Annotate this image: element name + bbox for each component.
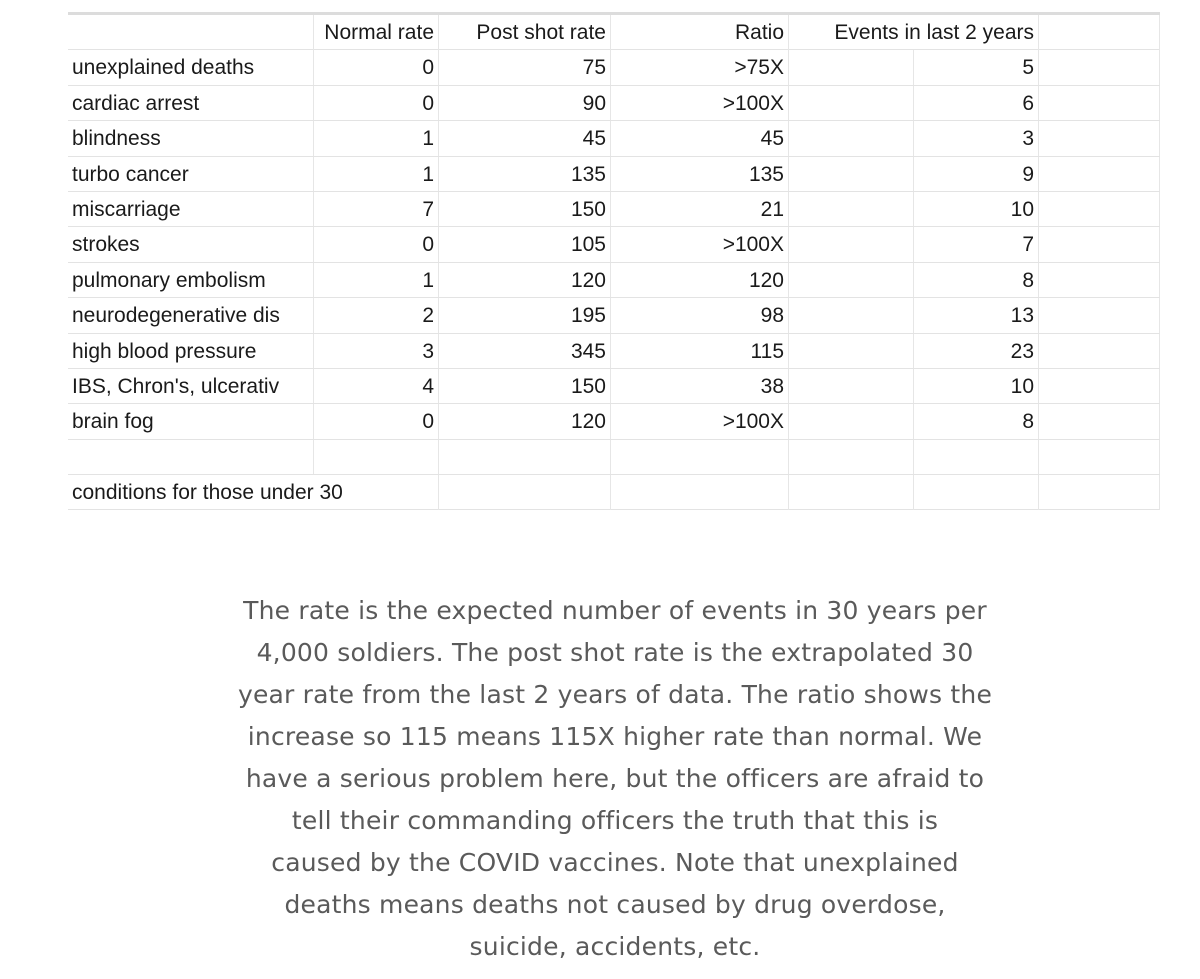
normal-rate-cell[interactable]: 2 [314,298,439,332]
table-row [68,121,1160,156]
normal-rate-cell[interactable]: 0 [314,404,439,438]
empty-cell[interactable] [789,475,914,510]
empty-cell[interactable] [1039,227,1160,261]
empty-cell[interactable] [314,440,439,474]
ratio-cell[interactable]: 98 [611,298,789,332]
note-line: tell their commanding officers the truth that this is [291,806,939,835]
empty-cell[interactable] [789,263,914,297]
empty-cell[interactable] [789,192,914,226]
condition-cell[interactable]: strokes [68,227,314,261]
normal-rate-cell[interactable]: 7 [314,192,439,226]
normal-rate-cell[interactable]: 0 [314,50,439,84]
note-line: deaths means deaths not caused by drug overdose, [284,890,946,919]
empty-cell[interactable] [1039,121,1160,155]
normal-rate-cell[interactable]: 1 [314,263,439,297]
empty-cell[interactable] [1039,440,1160,474]
empty-cell[interactable] [914,475,1039,510]
events-cell[interactable]: 23 [914,334,1039,368]
empty-cell[interactable] [1039,263,1160,297]
empty-cell[interactable] [1039,298,1160,332]
normal-rate-cell[interactable]: 0 [314,227,439,261]
empty-cell[interactable] [789,440,914,474]
empty-row [68,440,1160,475]
empty-cell[interactable] [789,157,914,191]
note-line: The rate is the expected number of events in 30 years per [243,596,987,625]
ratio-cell[interactable]: 38 [611,369,789,403]
empty-cell[interactable] [789,227,914,261]
post-shot-rate-cell[interactable]: 120 [439,404,611,438]
events-cell[interactable]: 6 [914,86,1039,120]
ratio-cell[interactable]: 45 [611,121,789,155]
ratio-cell[interactable]: >100X [611,404,789,438]
explanation-note [220,590,1010,968]
empty-cell[interactable] [611,440,789,474]
condition-cell[interactable]: high blood pressure [68,334,314,368]
spreadsheet-table [68,12,1160,510]
empty-cell[interactable] [1039,369,1160,403]
table-row [68,298,1160,333]
note-line: caused by the COVID vaccines. Note that unexplained [271,848,959,877]
post-shot-rate-cell[interactable]: 135 [439,157,611,191]
events-cell[interactable]: 10 [914,369,1039,403]
ratio-cell[interactable]: 135 [611,157,789,191]
empty-cell[interactable] [789,50,914,84]
post-shot-rate-cell[interactable]: 150 [439,192,611,226]
table-row [68,369,1160,404]
empty-cell[interactable] [68,440,314,474]
empty-cell[interactable] [789,298,914,332]
ratio-cell[interactable]: 21 [611,192,789,226]
header-row [68,15,1160,50]
table-row [68,157,1160,192]
note-line: have a serious problem here, but the officers are afraid to [245,764,985,793]
events-cell[interactable]: 5 [914,50,1039,84]
table-row [68,192,1160,227]
note-line: suicide, accidents, etc. [469,932,761,961]
condition-cell[interactable]: turbo cancer [68,157,314,191]
empty-cell[interactable] [1039,157,1160,191]
empty-cell[interactable] [1039,475,1160,510]
empty-cell[interactable] [1039,192,1160,226]
table-row [68,263,1160,298]
condition-cell[interactable]: neurodegenerative dis [68,298,314,332]
normal-rate-cell[interactable]: 1 [314,157,439,191]
empty-cell[interactable] [1039,86,1160,120]
condition-cell[interactable]: miscarriage [68,192,314,226]
empty-cell[interactable] [789,334,914,368]
header-cell-events[interactable]: Events in last 2 years [789,15,1039,50]
post-shot-rate-cell[interactable]: 105 [439,227,611,261]
condition-cell[interactable]: pulmonary embolism [68,263,314,297]
note-line: 4,000 soldiers. The post shot rate is the extrapolated 30 [256,638,974,667]
header-cell-condition[interactable] [68,15,314,50]
normal-rate-cell[interactable]: 1 [314,121,439,155]
note-line: year rate from the last 2 years of data. The ratio shows the [237,680,993,709]
footnote-cell[interactable]: conditions for those under 30 [68,475,439,510]
events-cell[interactable]: 8 [914,404,1039,438]
empty-cell[interactable] [1039,404,1160,438]
condition-cell[interactable]: IBS, Chron's, ulcerativ [68,369,314,403]
table-row [68,404,1160,439]
empty-cell[interactable] [914,440,1039,474]
footnote-row [68,475,1160,510]
normal-rate-cell[interactable]: 4 [314,369,439,403]
empty-cell[interactable] [439,475,611,510]
post-shot-rate-cell[interactable]: 150 [439,369,611,403]
events-cell[interactable]: 7 [914,227,1039,261]
post-shot-rate-cell[interactable]: 90 [439,86,611,120]
empty-cell[interactable] [611,475,789,510]
condition-cell[interactable]: blindness [68,121,314,155]
ratio-cell[interactable]: >100X [611,86,789,120]
events-cell[interactable]: 10 [914,192,1039,226]
header-cell-ratio[interactable]: Ratio [611,15,789,50]
post-shot-rate-cell[interactable]: 195 [439,298,611,332]
header-cell-normal-rate[interactable]: Normal rate [314,15,439,50]
table-row [68,334,1160,369]
normal-rate-cell[interactable]: 3 [314,334,439,368]
empty-cell[interactable] [1039,15,1160,50]
table-row [68,227,1160,262]
post-shot-rate-cell[interactable]: 75 [439,50,611,84]
ratio-cell[interactable]: >100X [611,227,789,261]
post-shot-rate-cell[interactable]: 45 [439,121,611,155]
condition-cell[interactable]: cardiac arrest [68,86,314,120]
empty-cell[interactable] [789,404,914,438]
empty-cell[interactable] [439,440,611,474]
condition-cell[interactable]: unexplained deaths [68,50,314,84]
empty-cell[interactable] [789,369,914,403]
events-cell[interactable]: 13 [914,298,1039,332]
events-cell[interactable]: 3 [914,121,1039,155]
post-shot-rate-cell[interactable]: 120 [439,263,611,297]
empty-cell[interactable] [1039,50,1160,84]
header-cell-post-shot-rate[interactable]: Post shot rate [439,15,611,50]
empty-cell[interactable] [1039,334,1160,368]
normal-rate-cell[interactable]: 0 [314,86,439,120]
ratio-cell[interactable]: 120 [611,263,789,297]
note-line: increase so 115 means 115X higher rate than normal. We [247,722,983,751]
empty-cell[interactable] [789,86,914,120]
ratio-cell[interactable]: >75X [611,50,789,84]
post-shot-rate-cell[interactable]: 345 [439,334,611,368]
ratio-cell[interactable]: 115 [611,334,789,368]
empty-cell[interactable] [789,121,914,155]
events-cell[interactable]: 9 [914,157,1039,191]
condition-cell[interactable]: brain fog [68,404,314,438]
table-row [68,86,1160,121]
table-row [68,50,1160,85]
events-cell[interactable]: 8 [914,263,1039,297]
